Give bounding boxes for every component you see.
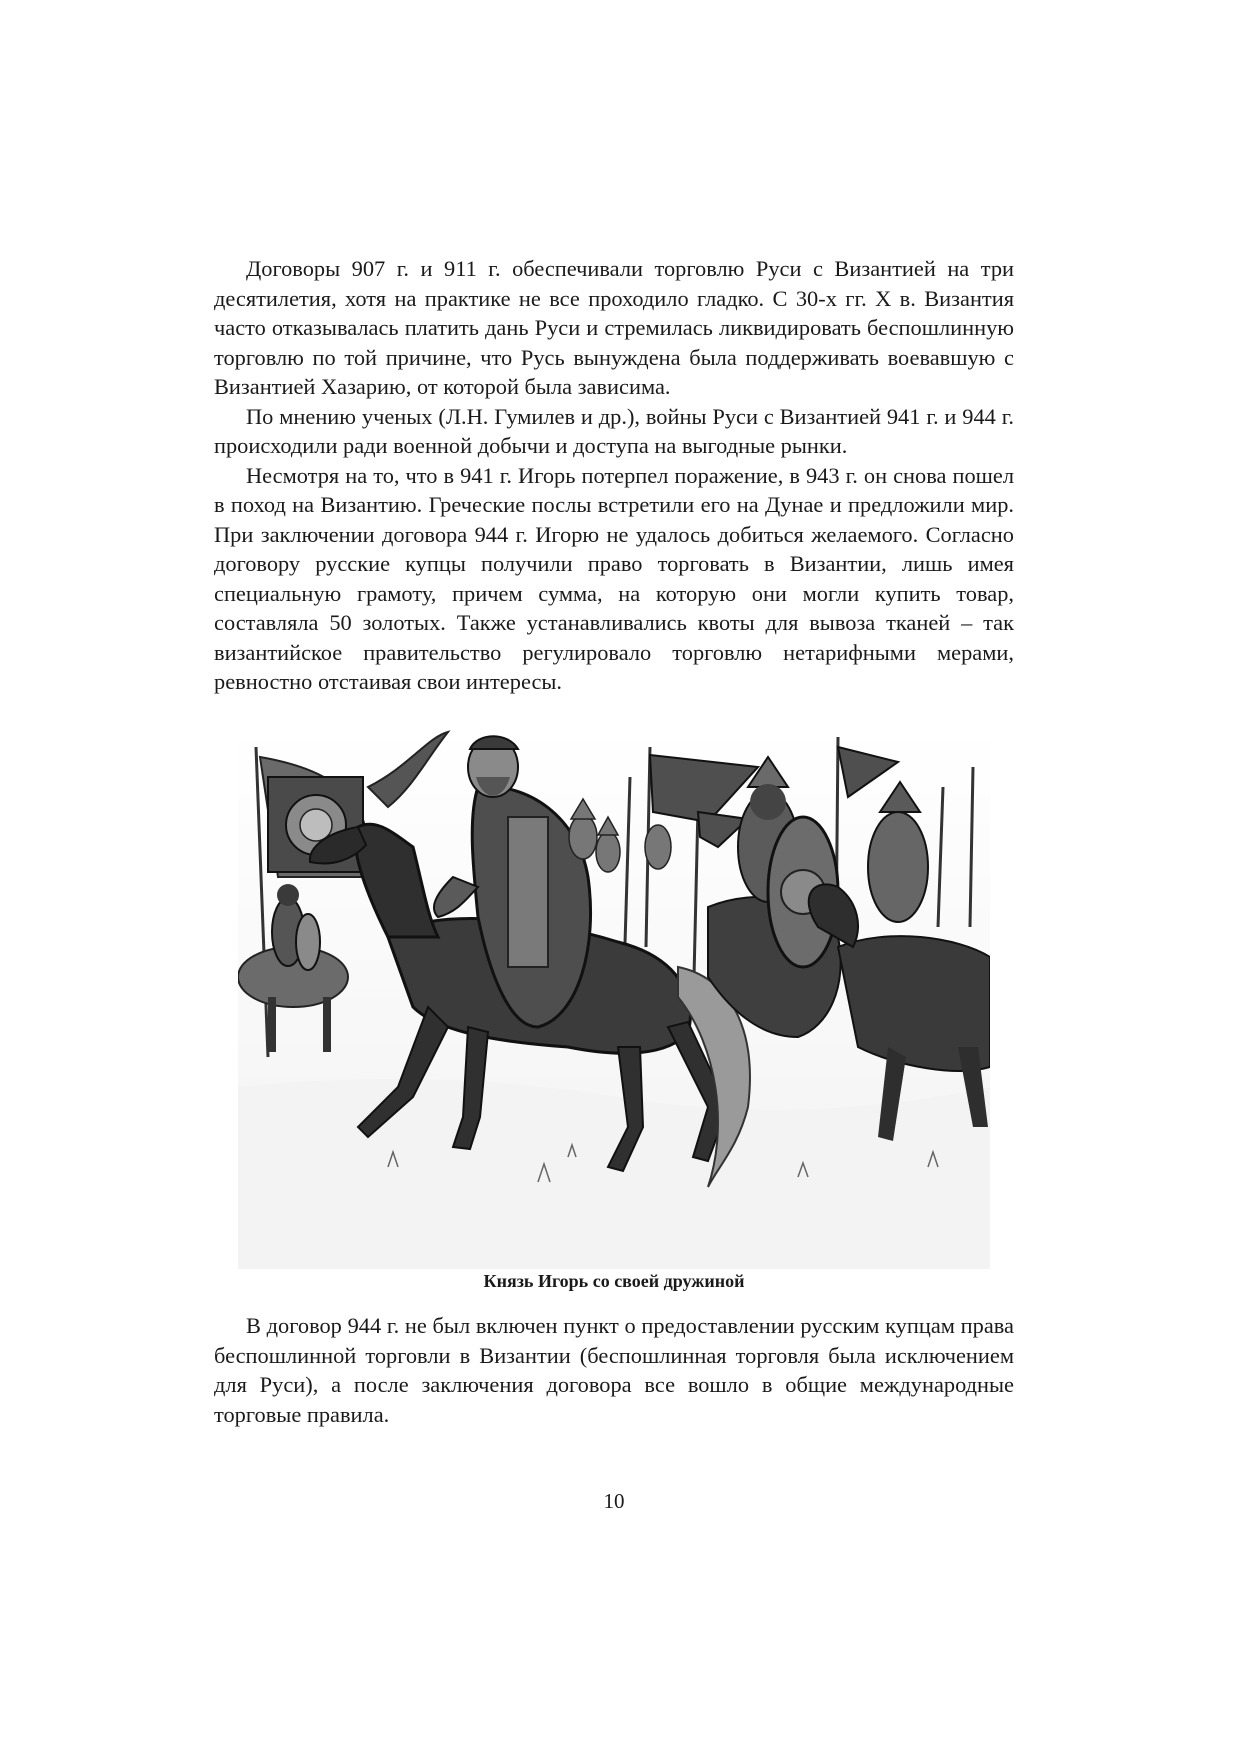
page-number: 10	[603, 1489, 625, 1513]
figure-caption: Князь Игорь со своей дружиной	[483, 1271, 745, 1291]
ground	[238, 1079, 990, 1269]
paragraph: По мнению ученых (Л.Н. Гумилев и др.), войны Руси с Византией 941 г. и 944 г. происходили ради военной добычи и доступа на выгодные рынки.	[214, 403, 1014, 458]
illustration-riders	[238, 727, 990, 1269]
paragraph: Несмотря на то, что в 941 г. Игорь потерпел поражение, в 943 г. он снова пошел в поход на Византию. Греческие послы встретили его на Дунае и предложили мир. При заключении договора 944 г. Игорю не удалось добиться желаемого. Согласно договору русские купцы получили право торговать в Византии, лишь имея специальную грамоту, причем сумма, на которую они могли купить товар, составляла 50 золотых. Также устанавливались квоты для вывоза тканей – так византийское правительство регулировало торговлю нетарифными мерами, ревностно отстаивая свои интересы.	[214, 462, 1014, 694]
illustration-svg	[238, 727, 990, 1269]
text-block-bottom	[214, 1311, 1014, 1429]
text-block-top	[214, 254, 1014, 697]
paragraph: В договор 944 г. не был включен пункт о предоставлении русским купцам права беспошлинной торговли в Византии (беспошлинная торговля была исключением для Руси), а после заключения договора все вошло в общие международные торговые правила.	[214, 1313, 1014, 1427]
paragraph: Договоры 907 г. и 911 г. обеспечивали торговлю Руси с Византией на три десятилетия, хотя на практике не все проходило гладко. С 30-х гг. X в. Византия часто отказывалась платить дань Руси и стремилась ликвидировать беспошлинную торговлю по той причине, что Русь вынуждена была поддерживать воевавшую с Византией Хазарию, от которой была зависима.	[214, 256, 1014, 399]
